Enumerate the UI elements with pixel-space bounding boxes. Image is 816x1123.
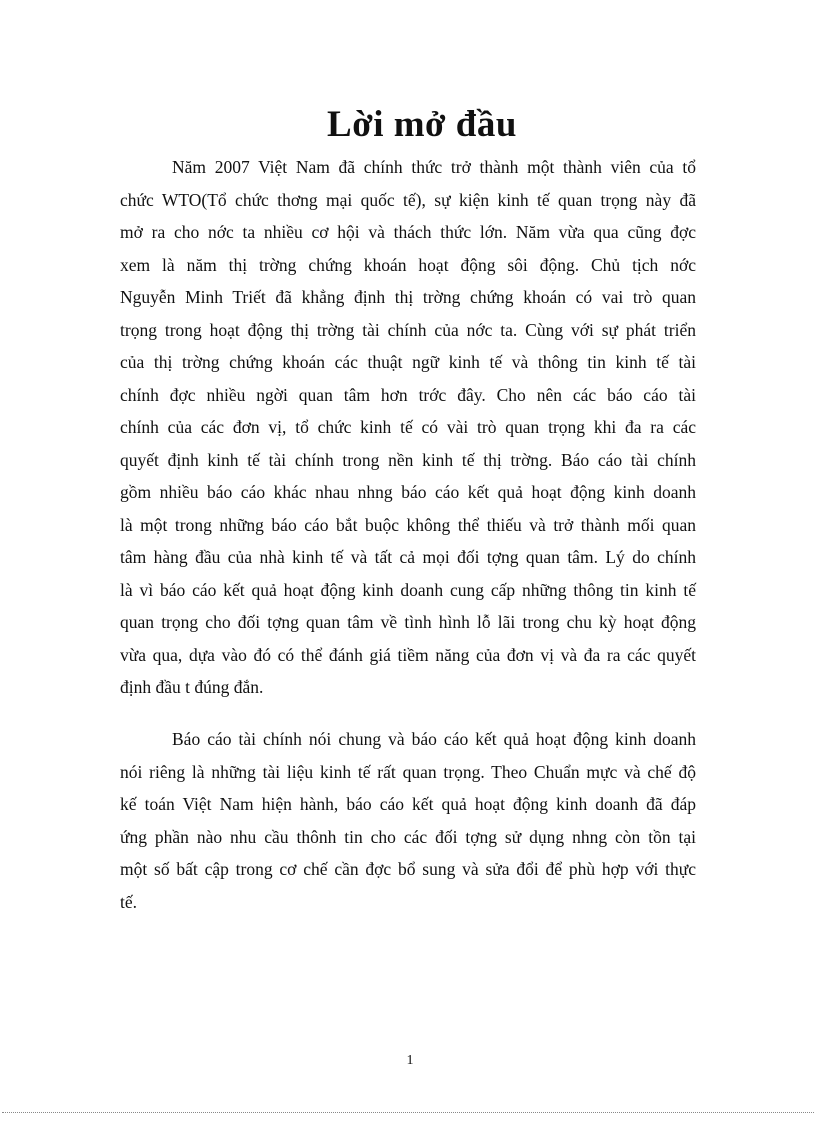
paragraph-line: ứng phần nào nhu cầu thônh tin cho các đối tợng sử dụng nhng còn tồn tại [120,826,696,847]
paragraph-line: quyết định kinh tế tài chính trong nền kinh tế thị trờng. Báo cáo tài chính [120,449,696,470]
paragraph-line: tế. [120,891,138,912]
paragraph-line: chính đợc nhiều ngời quan tâm hơn trớc đây. Cho nên các báo cáo tài [120,384,696,405]
paragraph-line: định đầu t đúng đắn. [120,677,264,697]
page-bottom-divider [2,1112,814,1113]
paragraph-line: là vì báo cáo kết quả hoạt động kinh doanh cung cấp những thông tin kinh tế [120,579,696,600]
paragraph-line: một số bất cập trong cơ chế cần đợc bổ sung và sửa đổi để phù hợp với thực [120,859,696,879]
document-title: Lời mở đầu [327,104,517,145]
paragraph-line: gồm nhiều báo cáo khác nhau nhng báo cáo kết quả hoạt động kinh doanh [120,482,696,502]
paragraph-line: Báo cáo tài chính nói chung và báo cáo kết quả hoạt động kinh doanh [172,729,696,749]
intro-paragraph-1 [120,151,696,704]
paragraph-line: quan trọng cho đối tợng quan tâm về tình hình lỗ lãi trong chu kỳ hoạt động [120,612,696,632]
paragraph-line: mở ra cho nớc ta nhiều cơ hội và thách thức lớn. Năm vừa qua cũng đợc [120,222,696,242]
paragraph-line: chính của các đơn vị, tổ chức kinh tế có vài trò quan trọng khi đa ra các [120,417,696,437]
paragraph-line: tâm hàng đầu của nhà kinh tế và tất cả mọi đối tợng quan tâm. Lý do chính [120,547,696,567]
intro-paragraph-2 [120,723,696,918]
paragraph-line: Năm 2007 Việt Nam đã chính thức trở thành một thành viên của tổ [172,157,696,177]
paragraph-line: xem là năm thị trờng chứng khoán hoạt động sôi động. Chủ tịch nớc [120,254,696,275]
paragraph-line: vừa qua, dựa vào đó có thể đánh giá tiềm năng của đơn vị và đa ra các quyết [120,644,696,665]
paragraph-line: Nguyễn Minh Triết đã khẳng định thị trờng chứng khoán có vai trò quan [120,287,696,307]
paragraph-line: nói riêng là những tài liệu kinh tế rất quan trọng. Theo Chuẩn mực và chế độ [120,761,696,782]
paragraph-line: của thị trờng chứng khoán các thuật ngữ kinh tế và thông tin kinh tế tài [120,352,696,372]
paragraph-line: trọng trong hoạt động thị trờng tài chính của nớc ta. Cùng với sự phát triển [120,319,696,340]
paragraph-line: chức WTO(Tổ chức thơng mại quốc tế), sự kiện kinh tế quan trọng này đã [120,189,696,210]
paragraph-line: kế toán Việt Nam hiện hành, báo cáo kết quả hoạt động kinh doanh đã đáp [120,794,696,814]
paragraph-line: là một trong những báo cáo bắt buộc không thể thiếu và trở thành mối quan [120,514,696,535]
page-number: 1 [406,1053,414,1068]
